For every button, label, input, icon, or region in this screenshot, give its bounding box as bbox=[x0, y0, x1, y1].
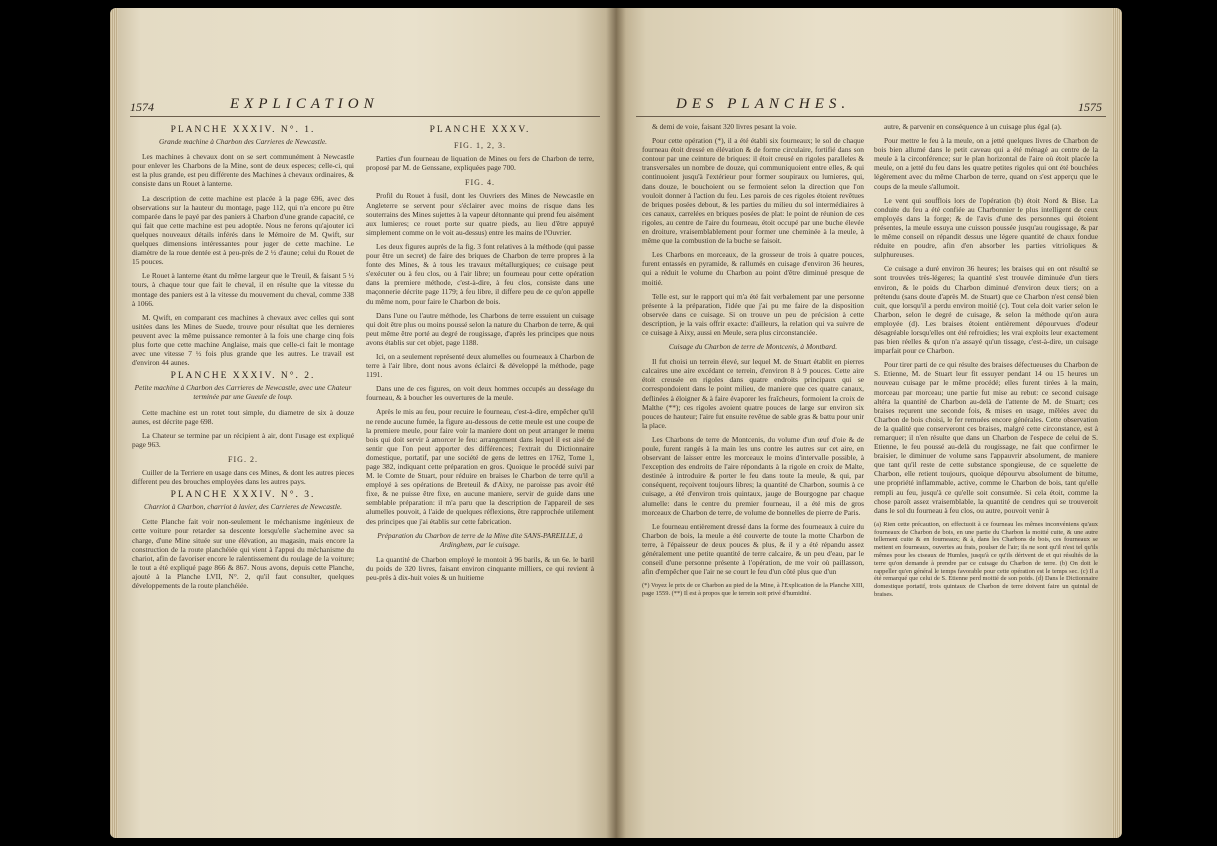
section-heading: Cuisage du Charbon de terre de Montcenis, à Montbard. bbox=[668, 342, 838, 352]
paragraph: Pour cette opération (*), il a été établi six fourneaux; le sol de chaque fourneau étoit dressé en élévation & de forme circulaire, fortifié dans son contour par une ceinture de briques: il étoit creusé en rigoles paralleles & transversales un nombre de douze, qui communiquoient entre elles, & qui continuoient jusqu'à l'extérieur pour former soupiraux ou lumieres, qui, dans douze, le bouchoient ou se fermoient selon la direction que l'on vouloit donner à l'action du feu. Les parois de ces rigoles étoient revêtues de briques posées debout, & les parties du milieu du sol intermédiaires à ces canaux, carrelées en briques posées de plat: le point de réunion de ces rigoles, au centre de l'aire du fourneau, étoit occupé par une buche élevée en droiture, vraisemblablement pour former une cheminée à la meule, à même que la combustion de la buche se faisoit. bbox=[642, 136, 864, 246]
paragraph: Pour tirer parti de ce qui résulte des braises défectueuses du Charbon de S. Etienne, M. de Stuart leur fit essuyer pendant 14 ou 15 heures un nouveau cuisage par le même procédé; elles furent tirées à la main, morceau par morceau; une partie fut mise au rebut: ce second cuisage altéra la quantité de Charbon au-delà de l'attente de M. de Stuart; ces braises reçurent une seconde fois, & mises en usage, mêlées avec du Charbon de bois choisi, le fer remuées encore générales. Cette observation de la qualité que conserveront ces braises, malgré cette circonstance, est à remarquer; il n'en résulte que dans un Charbon de l'espece de celui de S. Etienne, le feu poussé au-delà du rougissage, ne fait que confirmer le braisier, le diminuer de volume sans l'appauvrir absolument, de maniere que tant qu'il reste de cette substance spongieuse, de ce squelette de Charbon, elle retient toujours, quoique dépourvu absolument de bitume, une propriété inflammable, active, comme le Charbon de bois, tant qu'elle rempli au feu, jusqu'à ce qu'elle soit consumée. Si cela étoit, comme la chose paroît assez vraisemblable, la quantité de cendres qui se trouveroit dans le sol du fourneau à feu clos, ou autre, pouvoit venir à bbox=[874, 360, 1098, 515]
open-book bbox=[110, 8, 1122, 838]
left-column-1 bbox=[132, 122, 354, 595]
paragraph: La quantité de Charbon employé le montoit à 96 barils, & un 6e. le baril du poids de 320 livres, faisant environ cinquante milliers, ce qui revient à peu-près à dix-huit voies & un huitieme bbox=[366, 554, 594, 583]
paragraph: Parties d'un fourneau de liquation de Mines ou fers de Charbon de terre, proposé par M. de Genssane, expliquées page 700. bbox=[366, 154, 594, 173]
footnotes: (*) Voyez le prix de ce Charbon au pied de la Mine, à l'Explication de la Planche XIII, page 1559. (**) Il est à propos que le terrein soit privé d'humidité. bbox=[642, 582, 864, 598]
paragraph: Cette Planche fait voir non-seulement le méchanisme ingénieux de cette voiture pour retarder sa descente lorsqu'elle s'achemine avec sa charge, d'une Mine située sur une élévation, au magasin, mais encore la construction de la route planchéiée qui vient à l'appui du méchanisme du chariot, afin de favoriser encore le ralentissement du roulage de la voiture; le tout a été expliqué page 866 & 867. Nous avons, depuis cette Planche, ajouté à la Planche LVII, N°. 2, qu'il faut consulter, quelques développements de la route planchéiée. bbox=[132, 517, 354, 591]
page-edge-left bbox=[110, 8, 118, 838]
section-heading: Préparation du Charbon de terre de la Mine dite SANS-PAREILLE, à Ardinghem, par le cuisage. bbox=[377, 530, 583, 549]
paragraph: Les Charbons en morceaux, de la grosseur de trois à quatre pouces, furent entassés en pyramide, & rallumés en cuisage d'environ 36 heures, qui a réduit le volume du Charbon au point d'être diminué presque de moitié. bbox=[642, 250, 864, 287]
left-page bbox=[110, 8, 616, 838]
right-column-2 bbox=[874, 122, 1098, 599]
figure-label: FIG. 4. bbox=[465, 178, 495, 188]
paragraph: Pour mettre le feu à la meule, on a jetté quelques livres de Charbon de bois bien allumé dans le petit caveau qui a été ménagé au centre de la meule à la circonférence; sur le plan horizontal de l'aire où étoit placée la meule, on a jetté du feu dans les quatre petites rigoles qui ont été bouchées légèrement avec du même Charbon de terre, quand on s'est apperçu que le coups de la meule s'allumoit. bbox=[874, 136, 1098, 191]
paragraph: & demi de voie, faisant 320 livres pesant la voie. bbox=[652, 122, 797, 131]
paragraph: Après le mis au feu, pour recuire le fourneau, c'est-à-dire, empêcher qu'il ne rende aucune fumée, la figure au-dessous de cette meule est une coupe de la premiere meule, pour faire voir la maniere dont on peut arranger le menu bois qui doit servir à amorcer le feu: arrangement dans lequel il est aisé de sentir que l'on peut apporter des différences; l'extrait du Dictionnaire domestique, portatif, par une société de gens de lettres en 1762, Tome 1, page 382, indiquant cette préparation en gros. Quoique le procédé suivi par M. le Comte de Stuart, pour réduire en braises le Charbon de terre qu'il a employé à ses opérations de Breteuil & d'Aixy, ne paroisse pas avoir été fixe, & ne puisse être fixe, en aucune maniere, servir de guide dans une semblable préparation: il m'a paru que la description de l'appareil de ses alumelles pouvoit, à l'aide de quelques réflexions, être rapprochée utilement des principes que j'ai établis sur cette fabrication. bbox=[366, 407, 594, 526]
paragraph: Il fut choisi un terrein élevé, sur lequel M. de Stuart établit en pierres calcaires une aire excédant ce terrein, d'environ 8 à 9 pouces. Cette aire étoit creusée en rigoles dans quatre endroits principaux qui se correspondoient dans le point milieu, de maniere que ces quatre canaux, deflinées à éloigner & à faire évaporer les fraîcheurs, formoient la croix de Malthe (**); ces rigoles avoient quatre pouces de large sur environ six pouces de hauteur; l'aire fut ensuite revêtue de sable gras & battu pour unir la place. bbox=[642, 357, 864, 430]
running-head-left: EXPLICATION bbox=[230, 96, 379, 112]
plate-heading: PLANCHE XXXV. bbox=[429, 125, 531, 135]
paragraph: Le vent qui soufflois lors de l'opération (b) étoit Nord & Bise. La conduite du feu a été confiée au Charbonnier le plus intelligent de ceux employés dans la forge; & de l'avis d'une des personnes qui étoient présentes, la meule essuya une cuisson poussée jusqu'au rougissage, & par le même conseil on répandit dessus une légere quantité de chaux fondue réduite en poudre, afin d'en absorber les parties vitrioliques & sulphureuses. bbox=[874, 195, 1098, 260]
paragraph: La description de cette machine est placée à la page 696, avec des observations sur la hauteur du montage, page 112, qui n'a encore pu être comparée dans le payé par des paniers à Charbon d'une grande capacité, ce qui fait que cette machine est peu adoptée. Nous ne ferons qu'ajouter ici quelques nouveaux détails inférés dans le Mémoire de M. Qwift, sur quelques dimensions intéressantes pour juger de cette machine. Le diamètre de la roue dentée est à peu-près de 2 ½ d'aune; celui du Rouet de 15 pouces. bbox=[132, 193, 354, 267]
paragraph: Les Charbons de terre de Montcenis, du volume d'un œuf d'oie & de poule, furent rangés à la main les uns contre les autres sur cet aire, en observant de laisser entre les morceaux le moins d'intervalle possible, à l'exception des endroits de l'aire répondants à la rigole en croix de Malte, destinée à introduire & porter le feu dans toute la meule, & qui, par conséquent, reçoivent toujours libres; la quantité de Charbon, soumis à ce cuisage, a été d'environ trois quintaux, jauge de Bourgogne par chaque alumelle: dans le centre du premier fourneau, il a été mis de gros morceaux de Charbon de terre, de volume de bonnelles de pierre de Paris. bbox=[642, 434, 864, 517]
page-number-right: 1575 bbox=[1078, 100, 1102, 114]
page-number-left: 1574 bbox=[130, 100, 154, 114]
paragraph: autre, & parvenir en conséquence à un cuisage plus égal (a). bbox=[884, 122, 1062, 131]
page-edge-right bbox=[1112, 8, 1122, 838]
right-page bbox=[616, 8, 1122, 838]
plate-heading: PLANCHE XXXIV. N°. 2. bbox=[170, 371, 316, 382]
plate-subtitle: Charriot à Charbon, charriot à lavier, des Carrieres de Newcastle. bbox=[143, 502, 343, 512]
plate-heading: PLANCHE XXXIV. N°. 3. bbox=[170, 490, 316, 501]
footnotes: (a) Rien cette précaution, on effectuoit à ce fourneau les mêmes inconvéniens qu'aux fourneaux de Charbon de bois, en une partie du Charbon la moitié cuite, & une autre tellement cuite & en fourneaux; & à, dans les Charbons de bois, ces fourneaux se mettent en fourneaux, ouvertes au frais, poulser de l'air; ils ne sont qu'il n'est tel qu'ils mêmes pour les ciseaux de Humles, jusqu'à ce qu'ils dérivent de et qui résultés de la terre qu'on demande à prendre par ce cuisage du Charbon de terre. (b) On doit le rappeller qu'en général le temps favorable pour cette opération est le temps sec. (c) Il a été remarqué que celui de S. Etienne perd moitié de son poids. (d) Dans le Dictionnaire domestique portatif, trois quintaux de Charbon de terre doivent faire un quintal de braises. bbox=[874, 520, 1098, 599]
figure-label: FIG. 2. bbox=[228, 454, 258, 464]
paragraph: M. Qwift, en comparant ces machines à chevaux avec celles qui sont usitées dans les Mines de Suede, trouve pour résultat que les dernieres peuvent avec la même puissance remonter à la fois une charge cinq fois plus forte que cette machine Anglaise, mais que celle-ci fait le montage avec une vitesse 7 ½ fois plus grande que les autres. Le travail est d'environ 44 aunes. bbox=[132, 312, 354, 368]
plate-subtitle: Petite machine à Charbon des Carrieres de Newcastle, avec une Chateur terminée par une Gueule de loup. bbox=[134, 383, 352, 402]
head-rule-right bbox=[636, 116, 1106, 117]
plate-heading: PLANCHE XXXIV. N°. 1. bbox=[170, 125, 316, 135]
head-rule-left bbox=[130, 116, 600, 117]
paragraph: Telle est, sur le rapport qui m'a été fait verbalement par une personne présente à la préparation, l'idée que j'ai pu me faire de la disposition observée dans ce cuisage. Si on trouve un peu de précision à cette description, je la vais offrir exacte: d'ailleurs, la relation qui va suivre de ce cuisage à Aixy, aussi en Meule, sera plus circonstanciée. bbox=[642, 291, 864, 337]
figure-label: FIG. 1, 2, 3. bbox=[454, 141, 506, 151]
paragraph: Cette machine est un rotet tout simple, du diametre de six à douze aunes, est décrite page 698. bbox=[132, 407, 354, 426]
paragraph: Le Rouet à lanterne étant du même largeur que le Treuil, & faisant 5 ½ tours, à chaque tour que fait le cheval, il en résulte que la vitesse du montage des paniers est à la vitesse du mouvement du cheval, comme 338 à 1066. bbox=[132, 271, 354, 308]
right-column-1 bbox=[642, 122, 864, 598]
paragraph: Ce cuisage a duré environ 36 heures; les braises qui en ont résulté se sont trouvées très-légeres; la quantité s'est trouvée diminuée d'un tiers environ, & le poids du Charbon diminué d'environ deux tiers; on a prétendu (sans doute d'après M. de Stuart) que ce Charbon n'est censé bien cuit, que lorsqu'il a perdu environ moitié (c). Tout cela doit varier selon le Charbon, selon le degré de cuisage, & selon la méthode qu'on aura employée (d). Les braises étoient entièrement dépourvues d'odeur désagréable lorsqu'elles ont été refroidies; les vrai exploits leur exactement pas bien réelles & qu'on n'a assayé qu'un tissage, c'est-à-dire, un cuisage imparfait pour ce Charbon. bbox=[874, 264, 1098, 356]
running-head-right: DES PLANCHES. bbox=[676, 96, 851, 112]
paragraph: Les machines à chevaux dont on se sert communément à Newcastle pour enlever les Charbons de la Mine, sont de deux especes; celle-ci, qui est la plus grande, est peu différente des Machines à chevaux ordinaires, & consiste dans un Rouet à lanterne. bbox=[132, 152, 354, 189]
paragraph: Les deux figures auprès de la fig. 3 font relatives à la méthode (qui passe pour être un secret) de faire des briques de Charbon de terre propres à la fonte des Mines, & à tous les travaux métallurgiques; ce cuisage peut s'exécuter ou à feu clos, ou à l'air libre; un fourneau pour cette opération dans la premiere méthode, c'est-à-dire, à feu clos, consiste dans une maçonnerie décrite page 1179; à feu libre, il differe peu de ce qu'on appelle du même nom, pour faire le Charbon de bois. bbox=[366, 241, 594, 306]
paragraph: Dans l'une ou l'autre méthode, les Charbons de terre essuient un cuisage qui doit être plus ou moins poussé selon la nature du Charbon de terre, & qui peut même être porté au degré de rougissage, d'après les principes que nous avons établis sur cet objet, page 1188. bbox=[366, 310, 594, 347]
book-gutter bbox=[606, 8, 626, 838]
paragraph: Le fourneau entièrement dressé dans la forme des fourneaux à cuire du Charbon de bois, la meule a été couverte de toute la motte Charbon de terre, à l'épaisseur de deux pouces & plus, & il y a été répandu assez généralement une petite quantité de terre calcaire, & un peu d'eau, par le conseil d'une personne présente à l'opération, de me voir où paillasson, afin d'empêcher que l'air ne se court le feu d'un côté plus que d'un bbox=[642, 521, 864, 577]
left-column-2 bbox=[366, 122, 594, 587]
plate-subtitle: Grande machine à Charbon des Carrieres de Newcastle. bbox=[158, 137, 328, 147]
paragraph: Dans une de ces figures, on voit deux hommes occupés au desséage du fourneau, & à boucher les ouvertures de la meule. bbox=[366, 384, 594, 403]
paragraph: Profil du Rouet à fusil, dont les Ouvriers des Mines de Newcastle en Angleterre se servent pour s'éclairer avec moins de risque dans les souterrains des Mines sujettes à la vapeur détonnante qui prend feu aisément aux lumieres; ce rouet porte sur quatre pieds, au lieu d'être appuyé simplement comme on le voit au-dessus) entre les mains de l'Ouvrier. bbox=[366, 191, 594, 237]
paragraph: La Chateur se termine par un récipient à air, dont l'usage est expliqué page 963. bbox=[132, 430, 354, 449]
paragraph: Cuiller de la Terriere en usage dans ces Mines, & dont les autres pieces different peu des brouches employées dans les autres pays. bbox=[132, 468, 354, 487]
paragraph: Ici, on a seulement représenté deux alumelles ou fourneaux à Charbon de terre à l'air libre, dont nous avons éclairci & développé la méthode, page 1191. bbox=[366, 351, 594, 380]
